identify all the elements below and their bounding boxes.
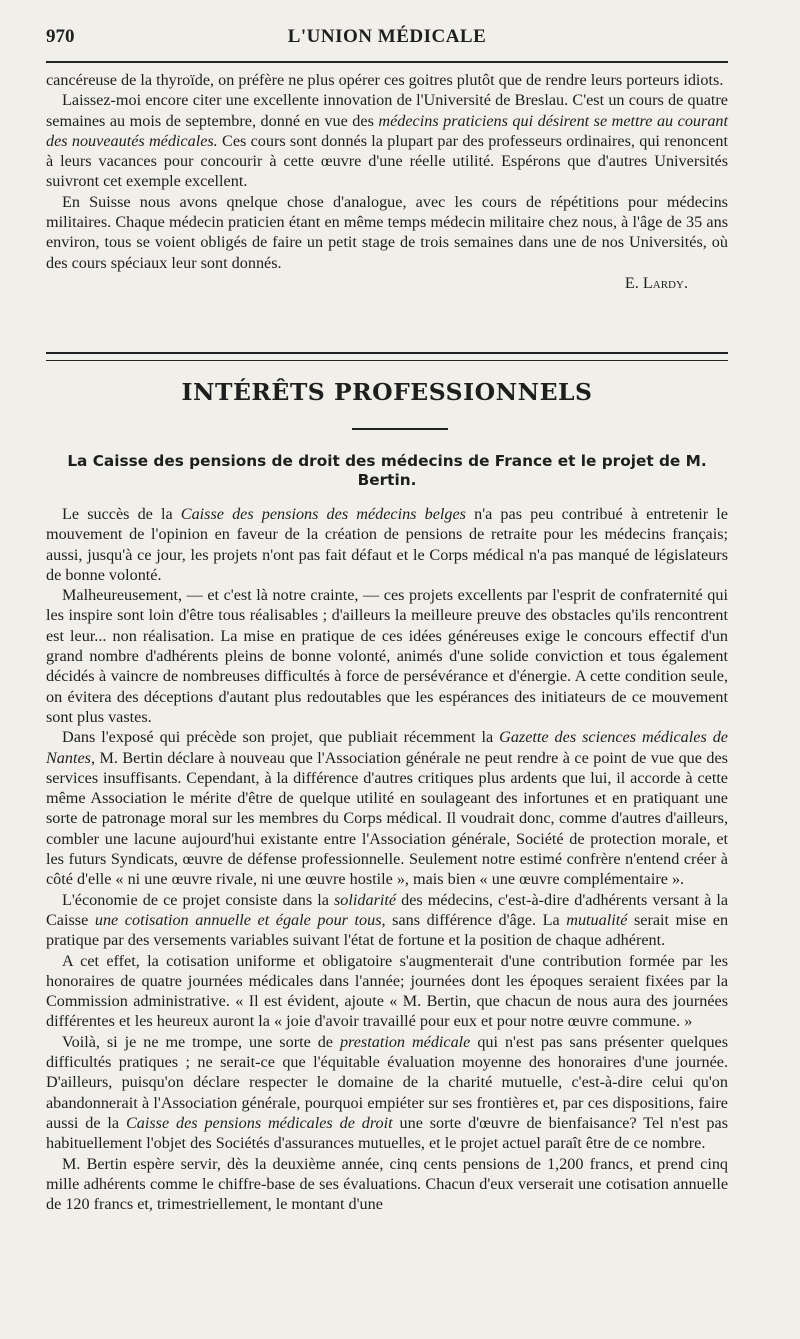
article-text [46, 504, 728, 1214]
intro-text [46, 70, 728, 293]
paragraph: Voilà, si je ne me trompe, une sorte de prestation médicale qui n'est pas sans présenter quelques difficultés pratiques ; ne serait-ce que l'équitable évaluation moyenne des honoraires d'une journée. D'ailleurs, puisqu'on déclare respecter le domaine de la charité mutuelle, c'est-à-dire celui qu'on abandonnerait à l'Association générale, pourquoi empiéter sur ses frontières et, par ces dispositions, faire aussi de la Caisse des pensions médicales de droit une sorte d'œuvre de bienfaisance? Tel n'est pas habituellement l'objet des Sociétés d'assurances mutuelles, et le projet actuel paraît être de ce nombre. [46, 1032, 729, 1153]
paragraph: Le succès de la Caisse des pensions des médecins belges n'a pas peu contribué à entretenir le mouvement de l'opinion en faveur de la création de pensions de retraite pour les médecins français; aussi, jusqu'à ce jour, les projets n'ont pas fait défaut et le Corps médical n'a pas manqué de législateurs de bonne volonté. [46, 505, 728, 584]
heading-rule [352, 428, 448, 430]
section-heading: INTÉRÊTS PROFESSIONNELS [181, 378, 593, 406]
section-divider [46, 352, 728, 361]
signature: E. Lardy. [624, 273, 688, 292]
paragraph: En Suisse nous avons qnelque chose d'analogue, avec les cours de répétitions pour médecins militaires. Chaque médecin praticien étant en même temps médecin militaire chez nous, à l'âge de 35 ans environ, tous se voient obligés de faire un petit stage de trois semaines dans une de nos Universités, où des cours spéciaux leur sont donnés. [46, 192, 728, 272]
article-title: La Caisse des pensions de droit des médecins de France et le projet de M. Bertin. [67, 452, 707, 489]
paragraph: cancéreuse de la thyroïde, on préfère ne plus opérer ces goitres plutôt que de rendre leurs porteurs idiots. [46, 71, 724, 89]
paragraph: Laissez-moi encore citer une excellente innovation de l'Université de Breslau. C'est un cours de quatre semaines au mois de septembre, donné en vue des médecins praticiens qui désirent se mettre au courant des nouveautés médicales. Ces cours sont donnés la plupart par des professeurs ordinaires, qui renoncent à leurs vacances pour concourir à cette œuvre d'une réelle utilité. Espérons que d'autres Universités suivront cet exemple excellent. [46, 91, 729, 191]
journal-title: L'UNION MÉDICALE [287, 26, 487, 47]
paragraph: Malheureusement, — et c'est là notre crainte, — ces projets excellents par l'esprit de confraternité qui les inspire sont loin d'être tous réalisables ; d'ailleurs la meilleure preuve des obstacles qu'ils rencontrent est leur... non réalisation. La mise en pratique de ces idées généreuses exige le concours effectif d'un grand nombre d'adhérents pleins de bonne volonté, animés d'une solide conviction et tous également décidés à vaincre de nombreuses difficultés à force de persévérance et d'énergie. A cette condition seule, on évitera des déceptions d'autant plus redoutables que les espérances des initiateurs de ce mouvement sont plus vastes. [46, 586, 728, 726]
paragraph: L'économie de ce projet consiste dans la solidarité des médecins, c'est-à-dire d'adhérents versant à la Caisse une cotisation annuelle et égale pour tous, sans différence d'âge. La mutualité serait mise en pratique par des versements variables suivant l'état de fortune et la position de chaque adhérent. [46, 890, 729, 950]
paragraph: M. Bertin espère servir, dès la deuxième année, cinq cents pensions de 1,200 francs, et prend cinq mille adhérents comme le chiffre-base de ses évaluations. Chacun d'eux verserait une cotisation annuelle de 120 francs et, trimestriellement, le montant d'une [46, 1154, 728, 1214]
header-rule [46, 61, 728, 63]
paragraph: Dans l'exposé qui précède son projet, que publiait récemment la Gazette des sciences médicales de Nantes, M. Bertin déclare à nouveau que l'Association générale ne peut rendre à ce point de vue que des services insuffisants. Cependant, à la différence d'autres critiques plus ardents que lui, il accorde à cette même Association le mérite d'être de quelque utilité en soulageant des infortunes et en pratiquant une sorte de patronage moral sur les membres du Corps médical. Il voudrait donc, comme d'autres d'ailleurs, combler une lacune aujourd'hui existante entre l'Association générale, Société de protection morale, et les futurs Syndicats, œuvre de défense professionnelle. Seulement notre estimé confrère n'entend créer à côté d'elle « ni une œuvre rivale, ni une œuvre hostile », mais bien « une œuvre complémentaire ». [46, 728, 728, 889]
running-head [46, 24, 728, 54]
paragraph: A cet effet, la cotisation uniforme et obligatoire s'augmenterait d'une contribution formée par les honoraires de quatre journées médicales dans l'année; journées dont les époques seraient fixées par la Commission administrative. « Il est évident, ajoute « M. Bertin, que chacun de nous aura des journées différentes et les heureux auront la « joie d'avoir travaillé pour eux et pour notre œuvre commune. » [46, 951, 728, 1031]
page-number: 970 [46, 26, 75, 47]
